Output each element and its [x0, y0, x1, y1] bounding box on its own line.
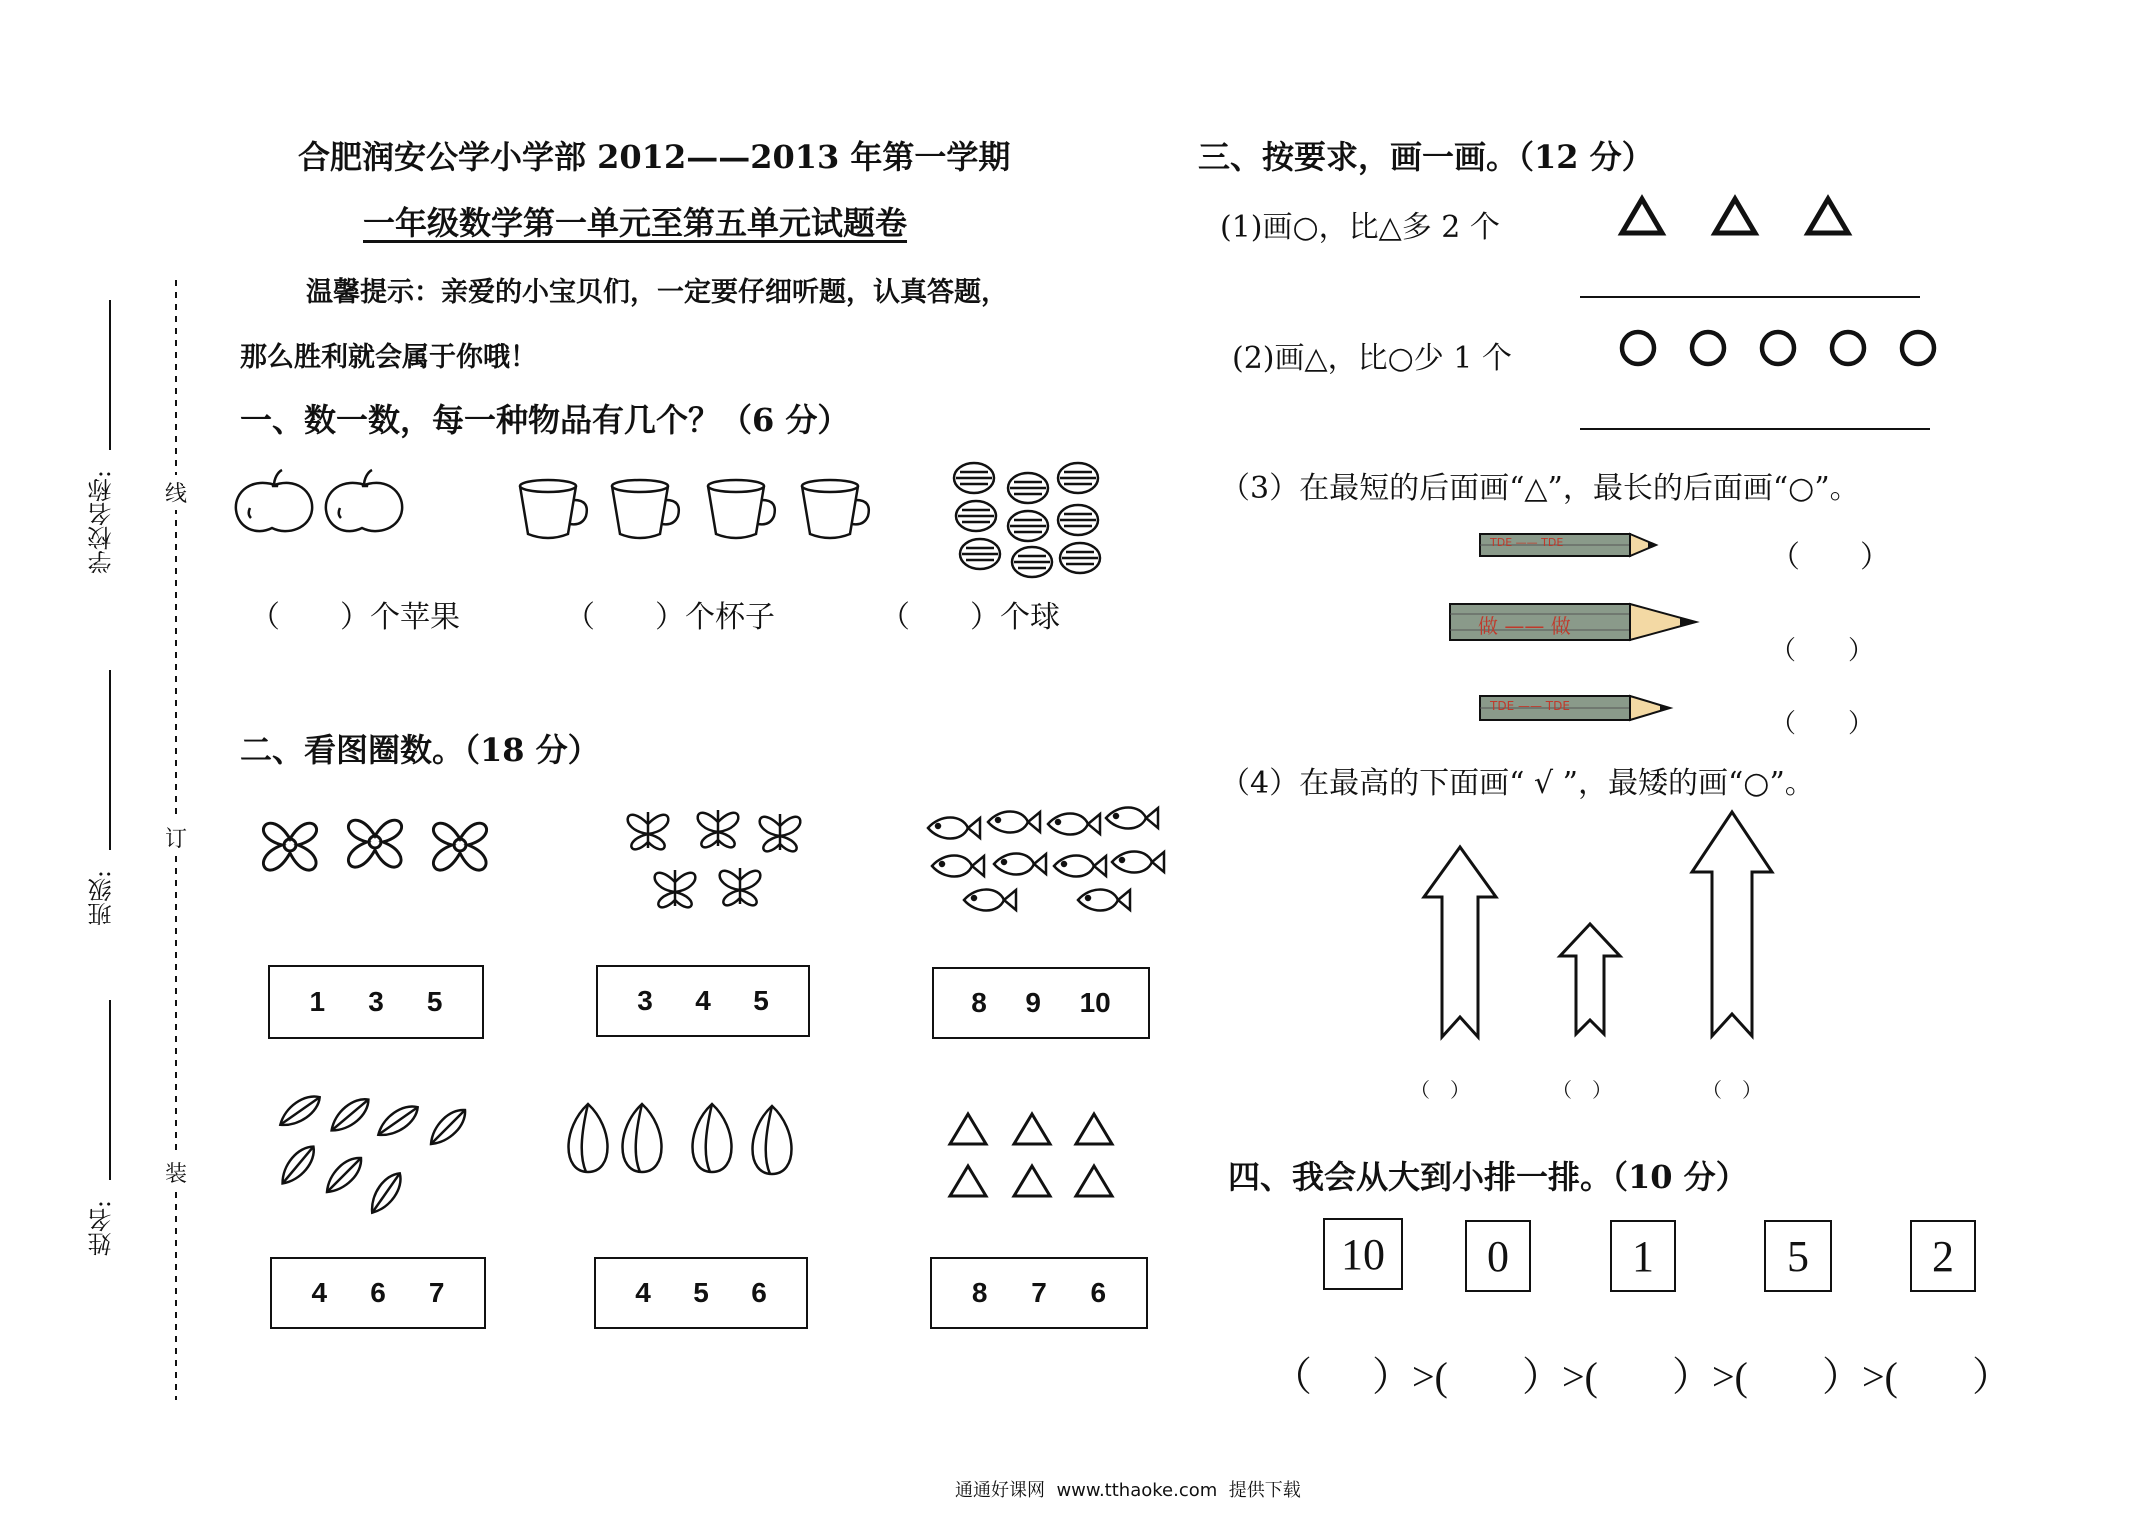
binding-mark-ding: 订 — [165, 820, 187, 855]
q2-answer-line[interactable] — [1580, 428, 1930, 430]
binding-mark-zhuang: 装 — [165, 1155, 187, 1190]
section1-heading: 一、数一数，每一种物品有几个？（6 分） — [240, 401, 850, 439]
choice-option[interactable]: 5 — [693, 1277, 709, 1308]
arrow-up-icon — [1556, 922, 1626, 1042]
school-name-label: 学校名称: — [88, 470, 116, 575]
pencil-label-medium: TDE —— TDE — [1490, 699, 1570, 713]
number-card: 5 — [1764, 1220, 1832, 1292]
choice-option[interactable]: 6 — [751, 1277, 767, 1308]
q2-text: (2)画△，比○少 1 个 — [1232, 341, 1512, 376]
section4-heading: 四、我会从大到小排一排。（10 分） — [1228, 1158, 1748, 1196]
choice-option[interactable]: 4 — [311, 1277, 328, 1308]
order-blank: ）>( — [1822, 1354, 1898, 1399]
arrow1-answer[interactable]: （ ） — [1410, 1078, 1470, 1102]
choice-option[interactable]: 4 — [635, 1277, 651, 1308]
section3-heading: 三、按要求，画一画。（12 分） — [1198, 138, 1654, 176]
ball-answer[interactable]: （ ）个球 — [880, 600, 1060, 635]
butterfly-icon — [620, 800, 810, 930]
choice-option[interactable]: 3 — [368, 986, 384, 1017]
choice-option[interactable]: 8 — [971, 987, 987, 1018]
footer-credit: 通通好课网 www.tthaoke.com 提供下载 — [955, 1480, 1301, 1501]
pencil-label-short: TDE —— TDE — [1490, 536, 1564, 549]
flower-icon — [250, 800, 510, 890]
arrow2-answer[interactable]: （ ） — [1552, 1078, 1612, 1102]
choice-box-flowers[interactable] — [268, 965, 484, 1039]
choice-option[interactable]: 6 — [1090, 1277, 1107, 1308]
pencil3-answer[interactable]: （ ） — [1770, 709, 1875, 739]
order-blank: ） — [1972, 1354, 2012, 1399]
order-blank: （ — [1272, 1354, 1312, 1399]
binding-margin — [80, 280, 200, 1400]
ball-icon — [950, 458, 1110, 578]
choice-option[interactable]: 5 — [753, 985, 769, 1016]
choice-option[interactable]: 7 — [1031, 1277, 1047, 1308]
order-answer-row[interactable] — [1272, 1345, 2012, 1405]
seed-icon — [562, 1098, 812, 1178]
arrow3-answer[interactable]: （ ） — [1702, 1078, 1762, 1102]
order-blank: ）>( — [1522, 1354, 1598, 1399]
choice-option[interactable]: 8 — [971, 1277, 988, 1308]
choice-box-butterflies[interactable] — [596, 965, 810, 1037]
choice-option[interactable]: 5 — [426, 986, 443, 1017]
apple-icon — [232, 470, 452, 540]
choice-option[interactable]: 10 — [1079, 987, 1111, 1018]
pencil1-answer[interactable]: （ ） — [1770, 540, 1890, 575]
tip-line-1: 温馨提示：亲爱的小宝贝们，一定要仔细听题，认真答题， — [306, 277, 1008, 308]
leaf-icon — [270, 1085, 480, 1225]
arrow-up-icon — [1688, 810, 1778, 1040]
triangle-icon — [948, 1112, 1118, 1202]
choice-box-triangles[interactable] — [930, 1257, 1148, 1329]
pencil-label-long: 做 —— 做 — [1478, 614, 1571, 638]
arrow-up-icon — [1420, 845, 1500, 1045]
choice-option[interactable]: 3 — [637, 985, 653, 1016]
order-blank: ）>( — [1372, 1354, 1448, 1399]
q1-text: (1)画○，比△多 2 个 — [1220, 210, 1500, 245]
name-label: 姓名: — [88, 1200, 116, 1257]
q3-text: （3）在最短的后面画“△”，最长的后面画“○”。 — [1220, 471, 1860, 506]
choice-option[interactable]: 6 — [370, 1277, 386, 1308]
choice-box-fish[interactable] — [932, 967, 1150, 1039]
pencil2-answer[interactable]: （ ） — [1770, 636, 1875, 666]
choice-option[interactable]: 4 — [695, 985, 711, 1016]
tip-line-2: 那么胜利就会属于你哦！ — [240, 342, 537, 373]
number-card: 2 — [1910, 1220, 1976, 1292]
exam-subtitle: 一年级数学第一单元至第五单元试题卷 — [363, 204, 908, 242]
apple-answer[interactable]: （ ）个苹果 — [250, 600, 460, 635]
choice-box-leaves[interactable] — [270, 1257, 486, 1329]
choice-option[interactable]: 1 — [309, 986, 326, 1017]
exam-title: 合肥润安公学小学部 2012——2013 年第一学期 — [298, 138, 1011, 176]
fish-icon — [920, 800, 1170, 920]
choice-box-seeds[interactable] — [594, 1257, 808, 1329]
class-label: 班级: — [88, 870, 116, 927]
cup-icon — [518, 478, 878, 548]
choice-option[interactable]: 9 — [1025, 987, 1041, 1018]
choice-option[interactable]: 7 — [428, 1277, 445, 1308]
number-card: 10 — [1323, 1218, 1403, 1290]
cup-answer[interactable]: （ ）个杯子 — [565, 600, 775, 635]
q1-answer-line[interactable] — [1580, 296, 1920, 298]
binding-mark-xian: 线 — [165, 475, 187, 510]
q2-circles — [1620, 328, 1950, 378]
section2-heading: 二、看图圈数。（18 分） — [240, 731, 600, 769]
q4-text: （4）在最高的下面画“ √ ”，最矮的画“○”。 — [1220, 766, 1815, 801]
q1-triangles — [1620, 195, 1940, 245]
number-card: 1 — [1610, 1220, 1676, 1292]
number-card: 0 — [1465, 1220, 1531, 1292]
order-blank: ）>( — [1672, 1354, 1748, 1399]
